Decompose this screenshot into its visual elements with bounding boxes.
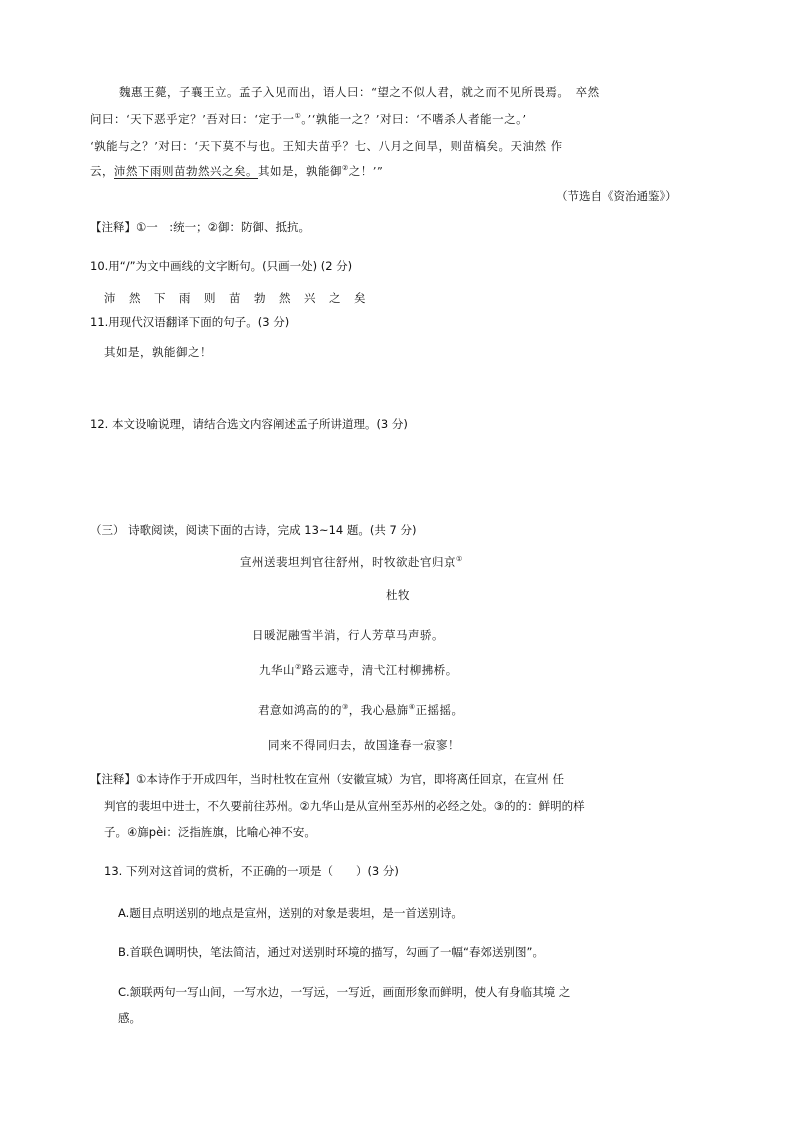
- underlined-sentence: 沛然下雨则苗勃然兴之矣。: [114, 164, 258, 178]
- question-13-prompt: 13. 下列对这首词的赏析，不正确的一项是（ ）(3 分): [104, 864, 399, 878]
- passage-line-2: [90, 111, 527, 127]
- poem-text: 九华山: [259, 663, 295, 677]
- poem-text: 君意如鸿高的的: [258, 703, 342, 717]
- char-cell: 然: [129, 291, 141, 305]
- question-10-chars: [104, 290, 379, 306]
- char-cell: 沛: [104, 291, 116, 305]
- poem-author: 杜牧: [386, 588, 410, 602]
- passage-line-4: [90, 163, 383, 179]
- char-cell: 勃: [254, 291, 266, 305]
- passage-text: 之！’”: [348, 164, 384, 178]
- note-2-line-2: 判官的裴坦中进士，不久要前往苏州。②九华山是从宣州至苏州的必经之处。③的的：鲜明的样: [104, 799, 585, 813]
- note-2-line-1: 【注释】①本诗作于开成四年，当时杜牧在宣州（安徽宣城）为官，即将离任回京，在宣州 任: [90, 772, 564, 786]
- passage-text: 其如是，孰能御: [258, 164, 342, 178]
- char-cell: 则: [204, 291, 216, 305]
- poem-line-2: [259, 662, 458, 678]
- question-13-option-a: A.题目点明送别的地点是宣州，送别的对象是裴坦，是一首送别诗。: [118, 906, 463, 920]
- passage-line-1: [119, 84, 600, 100]
- poem-title-text: 宣州送裴坦判官往舒州，时牧欲赴官归京: [240, 555, 456, 569]
- char-cell: 然: [279, 291, 291, 305]
- char-cell: 之: [329, 291, 341, 305]
- section-3-heading: （三） 诗歌阅读，阅读下面的古诗，完成 13~14 题。(共 7 分): [90, 523, 417, 537]
- footnote-mark: ①: [456, 555, 463, 564]
- question-11-prompt: 11.用现代汉语翻译下面的句子。(3 分): [90, 315, 290, 329]
- question-12-prompt: 12. 本文设喻说理，请结合选文内容阐述孟子所讲道理。(3 分): [90, 417, 408, 431]
- poem-text: 路云遮寺，清弋江村柳拂桥。: [301, 663, 458, 677]
- poem-line-4: 同来不得同归去，故国逢春一寂寥！: [268, 738, 460, 752]
- note-2-line-3: 子。④旆pèi：泛指旌旗，比喻心神不安。: [104, 825, 316, 839]
- question-11-sentence: 其如是，孰能御之！: [104, 345, 212, 359]
- footnote-mark: ②: [342, 164, 349, 173]
- passage-source: （节选自《资治通鉴》）: [556, 189, 677, 203]
- passage-text: ‘孰能与之？’对曰：‘天下莫不与也。王知夫苗乎？七、八月之间旱，则苗槁矣。天油然 作: [90, 139, 563, 153]
- poem-line-3: [258, 702, 464, 718]
- footnote-mark: ③: [342, 703, 349, 712]
- footnote-mark: ①: [294, 112, 302, 121]
- note-1: 【注释】①一 :统一；②御：防御、抵抗。: [90, 220, 310, 234]
- footnote-mark: ④: [408, 703, 416, 712]
- question-13-option-b: B.首联色调明快，笔法简洁，通过对送别时环境的描写，勾画了一幅“春郊送别图”。: [118, 945, 544, 959]
- passage-line-3: [90, 138, 563, 154]
- poem-text: 正摇摇。: [415, 703, 464, 717]
- char-cell: 兴: [304, 291, 316, 305]
- char-cell: 下: [154, 291, 166, 305]
- poem-title: [240, 554, 463, 570]
- passage-text: 。’‘孰能一之？’对曰：‘不嗜杀人者能一之。’: [301, 112, 527, 126]
- char-cell: 矣: [354, 291, 366, 305]
- char-cell: 苗: [229, 291, 241, 305]
- poem-text: ，我心悬旆: [348, 703, 409, 717]
- footnote-mark: ②: [295, 663, 302, 672]
- question-13-option-c-cont: 感。: [118, 1011, 141, 1025]
- passage-text: 问曰：‘天下恶乎定？’吾对曰：‘定于一: [90, 112, 295, 126]
- char-cell: 雨: [179, 291, 191, 305]
- poem-line-1: 日暖泥融雪半消，行人芳草马声骄。: [252, 628, 444, 642]
- question-10-prompt: 10.用“/”为文中画线的文字断句。(只画一处) (2 分): [90, 259, 353, 273]
- passage-text: 魏惠王薨，子襄王立。孟子入见而出，语人曰：“望之不似人君，就之而不见所畏焉。 卒然: [119, 85, 600, 99]
- question-13-option-c: C.颔联两句一写山间，一写水边，一写远，一写近，画面形象而鲜明，使人有身临其境 之: [118, 985, 571, 999]
- passage-text: 云，: [90, 164, 114, 178]
